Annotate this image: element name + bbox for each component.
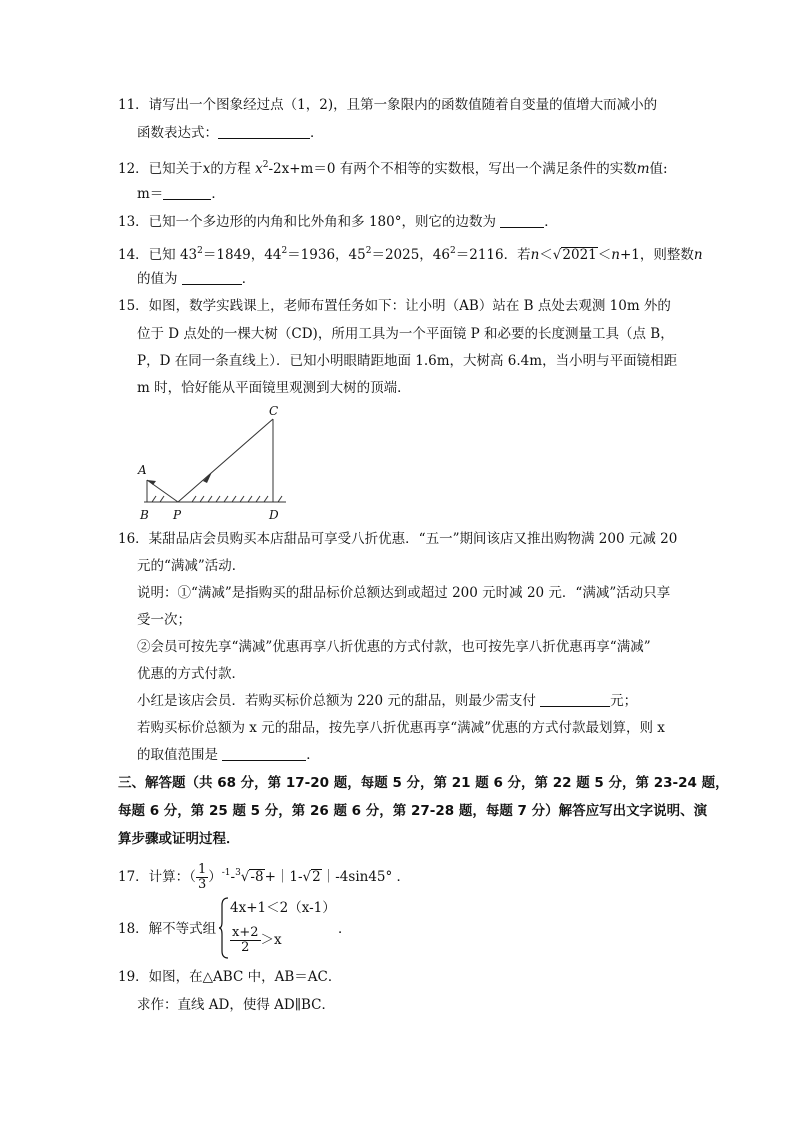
q11-prompt: 函数表达式： bbox=[137, 125, 218, 141]
q13-line1: 13．已知一个多边形的内角和比外角和多 180°，则它的边数为 ． bbox=[118, 214, 558, 230]
q15-line4: m 时，恰好能从平面镜里观测到大树的顶端． bbox=[137, 380, 411, 396]
section-3-heading-line1: 三、解答题（共 68 分，第 17-20 题，每题 5 分，第 21 题 6 分，第 22 题 5 分，第 23-24 题， bbox=[118, 775, 729, 791]
arrow-head-CP bbox=[203, 472, 212, 483]
q15-line2: 位于 D 点处的一棵大树（CD)，所用工具为一个平面镜 P 和必要的长度测量工具（点 B， bbox=[137, 326, 674, 342]
q14-line2: 的值为 ． bbox=[137, 271, 256, 287]
section-3-heading-line3: 算步骤或证明过程． bbox=[118, 831, 240, 847]
q18-inequality-1: 4x+1＜2（x-1） bbox=[230, 900, 336, 916]
q16-line5: ②会员可按先享“满减”优惠再享八折优惠的方式付款，也可按先享八折优惠再享“满减” bbox=[137, 639, 651, 655]
label-C: C bbox=[269, 404, 279, 418]
q11-line1: 11．请写出一个图象经过点（1，2)，且第一象限内的函数值随着自变量的值增大而减小的 bbox=[118, 97, 658, 113]
label-B: B bbox=[140, 508, 149, 522]
system-brace bbox=[219, 897, 229, 959]
q18-end: ． bbox=[338, 921, 352, 937]
q16-line3: 说明：①“满减”是指购买的甜品标价总额达到或超过 200 元时减 20 元．“满减”活动只享 bbox=[137, 585, 671, 601]
q17-line: 17．计算：（ $\frac{1}{3}$ ）$^{-1}$-$^3$√-8+｜1-√2｜-4sin45° ． bbox=[118, 862, 411, 892]
q16-line6: 优惠的方式付款． bbox=[137, 666, 245, 682]
q19-line2: 求作：直线 AD，使得 AD∥BC． bbox=[137, 997, 335, 1013]
q11-line2: 函数表达式： ． bbox=[137, 125, 324, 141]
sqrt-2: 2 bbox=[312, 869, 321, 885]
q14-line1: 14．已知 $43^2=1849$，$44^2=1936$，$45^2=2025$，$46^2=2116$．若n＜√2021＜n+1，则整数n bbox=[118, 246, 703, 263]
label-P: P bbox=[173, 508, 182, 522]
q19-line1: 19．如图，在△ABC 中，AB＝AC． bbox=[118, 969, 342, 985]
arrow-head-PA bbox=[147, 480, 156, 485]
q12-line2: m＝ ． bbox=[137, 186, 225, 202]
q12-line1: 12．已知关于x的方程 $x^2-2x+m=0$ 有两个不相等的实数根，写出一个满足条件的实数m值: bbox=[118, 160, 668, 177]
mirror-diagram bbox=[132, 400, 302, 525]
q18-lead: 18．解不等式组 bbox=[118, 921, 217, 937]
answer-blank-14 bbox=[182, 270, 242, 285]
cube-root-radicand: -8 bbox=[250, 869, 264, 885]
sqrt-2021: 2021 bbox=[562, 247, 597, 263]
q16-line9: 的取值范围是 ． bbox=[137, 747, 320, 763]
q16-line8: 若购买标价总额为 x 元的甜品，按先享八折优惠再享“满减”优惠的方式付款最划算，则 x bbox=[137, 720, 665, 736]
answer-blank-13 bbox=[500, 213, 544, 228]
fraction-x-plus-2-over-2: $\frac{x+2}{2}$ bbox=[232, 925, 259, 955]
answer-blank-16a bbox=[540, 692, 610, 707]
fraction-one-third: $\frac{1}{3}$ bbox=[197, 862, 207, 892]
answer-blank-11 bbox=[218, 124, 310, 139]
q15-line1: 15．如图，数学实践课上，老师布置任务如下：让小明（AB）站在 B 点处去观测 10m 外的 bbox=[118, 298, 671, 314]
q16-line4: 受一次； bbox=[137, 612, 191, 628]
q15-line3: P，D 在同一条直线上）．已知小明眼睛距地面 1.6m，大树高 6.4m，当小明与平面镜相距 bbox=[137, 353, 678, 369]
q16-line2: 元的“满减”活动． bbox=[137, 558, 246, 574]
answer-blank-12 bbox=[163, 185, 211, 200]
answer-blank-16b bbox=[222, 746, 306, 761]
label-D: D bbox=[269, 508, 279, 522]
q16-line7: 小红是该店会员．若购买标价总额为 220 元的甜品，则最少需支付 元； bbox=[137, 693, 638, 709]
label-A: A bbox=[138, 463, 147, 477]
q16-line1: 16．某甜品店会员购买本店甜品可享受八折优惠．“五一”期间该店又推出购物满 200 元减 20 bbox=[118, 531, 678, 547]
ray-CP bbox=[178, 419, 273, 502]
section-3-heading-line2: 每题 6 分，第 25 题 5 分，第 26 题 6 分，第 27-28 题，每题 7 分）解答应写出文字说明、演 bbox=[118, 803, 708, 819]
q18-inequality-2: $\frac{x+2}{2}$ ＞x bbox=[232, 925, 282, 955]
